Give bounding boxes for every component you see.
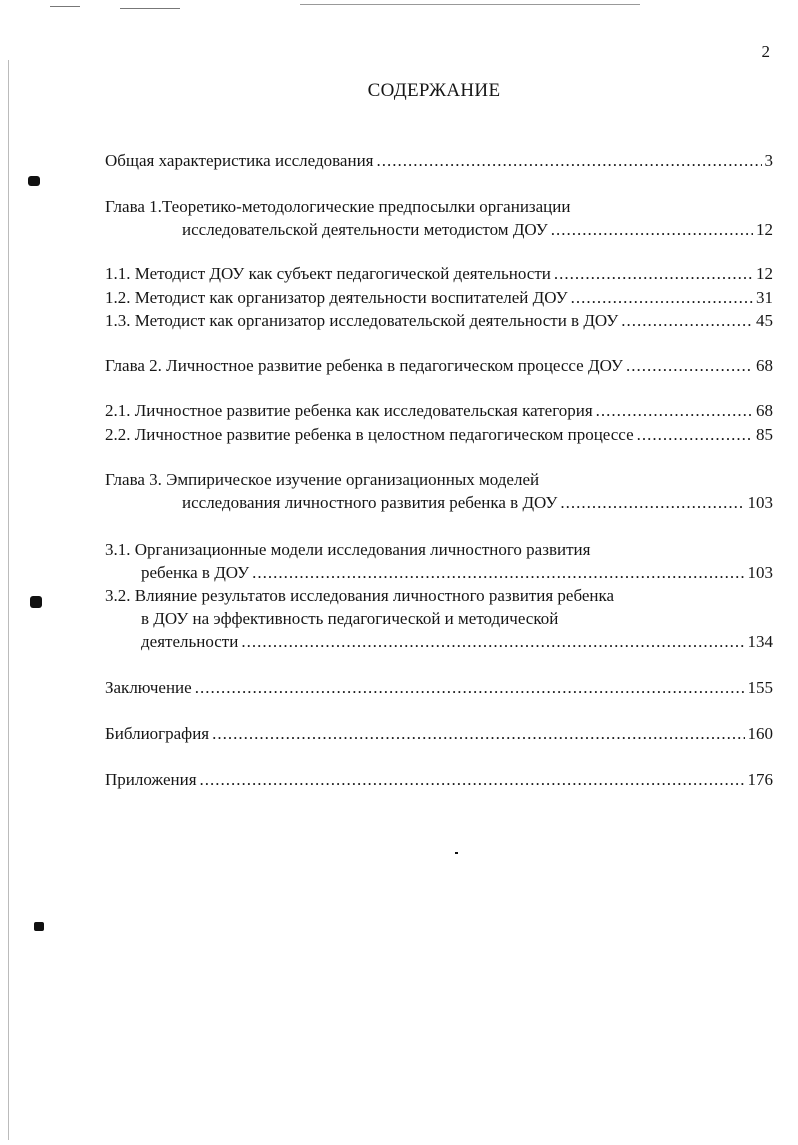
- dot-leader: [621, 310, 753, 332]
- toc-entry: [105, 287, 773, 309]
- toc-entry: [105, 400, 773, 422]
- page-number: 2: [761, 42, 770, 61]
- toc-entry-page: 45: [756, 311, 773, 330]
- toc-entry-text: исследования личностного развития ребенка в ДОУ: [182, 493, 558, 512]
- scan-artifact-line: [300, 4, 640, 5]
- toc-entry: [141, 631, 773, 653]
- toc-entry: [105, 677, 773, 699]
- toc-entry-text: 3.2. Влияние результатов исследования личностного развития ребенка: [105, 586, 615, 605]
- dot-leader: [571, 287, 753, 309]
- dot-leader: [554, 263, 753, 285]
- toc-entry-text: Заключение: [105, 678, 192, 697]
- toc-entry-text: 1.3. Методист как организатор исследовательской деятельности в ДОУ: [105, 311, 619, 330]
- dot-leader: [637, 424, 753, 446]
- toc-entry-page: 12: [756, 220, 773, 239]
- toc-entry-text: 1.2. Методист как организатор деятельности воспитателей ДОУ: [105, 288, 568, 307]
- toc-entry-text: исследовательской деятельности методистом ДОУ: [182, 220, 548, 239]
- dot-leader: [195, 677, 745, 699]
- dot-leader: [551, 219, 753, 241]
- dot-leader: [241, 631, 744, 653]
- toc-entry-text: 2.2. Личностное развитие ребенка в целостном педагогическом процессе: [105, 425, 634, 444]
- toc-entry: [105, 769, 773, 791]
- scan-artifact-line: [120, 8, 180, 9]
- toc-entry-text: Глава 3. Эмпирическое изучение организационных моделей: [105, 470, 540, 489]
- toc-entry: [141, 562, 773, 584]
- toc-entry-page: 12: [756, 264, 773, 283]
- toc-entry-page: 176: [747, 770, 773, 789]
- toc-entry: [105, 723, 773, 745]
- toc-entry: [105, 263, 773, 285]
- toc-entry-text: Общая характеристика исследования: [105, 151, 374, 170]
- toc-entry-text: 1.1. Методист ДОУ как субъект педагогической деятельности: [105, 264, 551, 283]
- toc-entry: [182, 219, 773, 241]
- toc-entry-page: 3: [764, 151, 773, 170]
- punch-mark: [30, 596, 42, 608]
- dot-leader: [212, 723, 744, 745]
- toc-entry-page: 85: [756, 425, 773, 444]
- toc-entry-text: Глава 2. Личностное развитие ребенка в педагогическом процессе ДОУ: [105, 356, 623, 375]
- scan-artifact-line: [50, 6, 80, 7]
- toc-entry-page: 103: [747, 493, 773, 512]
- speck: [455, 852, 458, 854]
- toc-entry-page: 155: [747, 678, 773, 697]
- dot-leader: [626, 355, 753, 377]
- dot-leader: [252, 562, 744, 584]
- dot-leader: [560, 492, 744, 514]
- dot-leader: [596, 400, 753, 422]
- toc-entry: [105, 310, 773, 332]
- punch-mark: [34, 922, 44, 931]
- toc-entry-text: в ДОУ на эффективность педагогической и методической: [141, 609, 559, 628]
- toc-entry-text: деятельности: [141, 632, 239, 651]
- page-title: СОДЕРЖАНИЕ: [367, 80, 501, 101]
- scan-artifact-line: [8, 60, 9, 1140]
- toc-entry: [182, 492, 773, 514]
- toc-entry-page: 160: [747, 724, 773, 743]
- toc-entry-page: 68: [756, 356, 773, 375]
- toc-entry-page: 103: [747, 563, 773, 582]
- toc-entry-text: Приложения: [105, 770, 197, 789]
- punch-mark: [28, 176, 40, 186]
- dot-leader: [200, 769, 745, 791]
- toc-entry: [105, 150, 773, 172]
- toc-entry-page: 68: [756, 401, 773, 420]
- toc-entry-text: Глава 1.Теоретико-методологические предпосылки организации: [105, 197, 571, 216]
- toc-entry-page: 31: [756, 288, 773, 307]
- dot-leader: [376, 150, 761, 172]
- toc-entry: [105, 424, 773, 446]
- toc-entry: [105, 355, 773, 377]
- toc-entry-page: 134: [747, 632, 773, 651]
- toc-entry-text: 3.1. Организационные модели исследования личностного развития: [105, 540, 591, 559]
- toc-entry-text: Библиография: [105, 724, 210, 743]
- toc-entry-text: 2.1. Личностное развитие ребенка как исследовательская категория: [105, 401, 593, 420]
- toc-entry-text: ребенка в ДОУ: [141, 563, 250, 582]
